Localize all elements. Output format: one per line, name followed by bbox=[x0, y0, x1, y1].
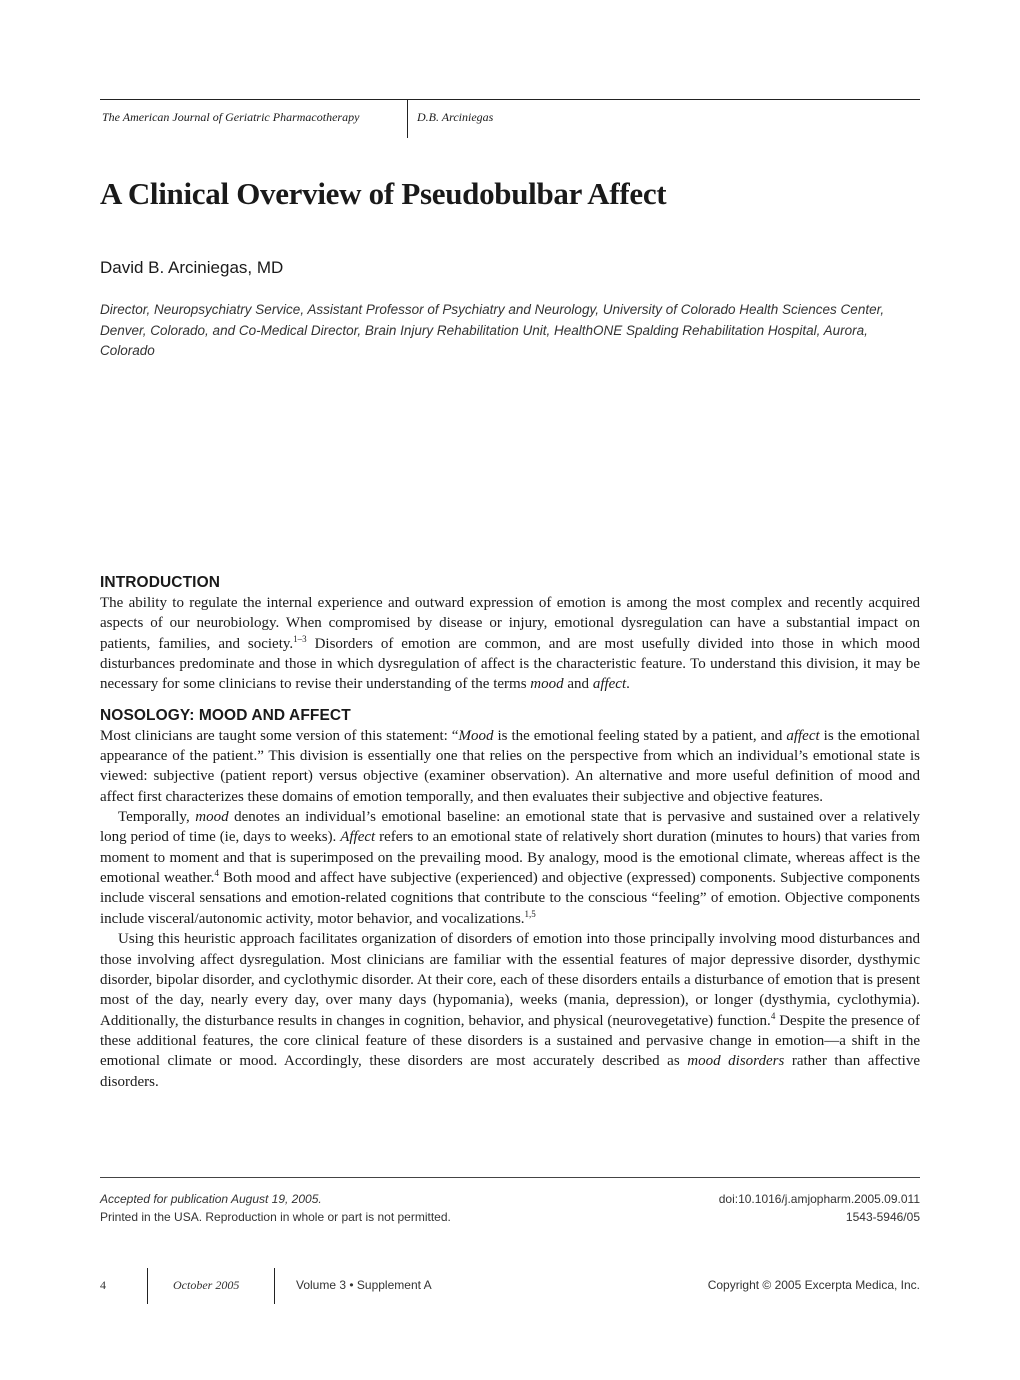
article-title: A Clinical Overview of Pseudobulbar Affect bbox=[100, 176, 667, 211]
nosology-paragraph-2: Temporally, mood denotes an individual’s emotional baseline: an emotional state that is pervasive and sustained over a relatively long period of time (ie, days to weeks). Affect refers to an emotional state of relatively short duration (minutes to hours) that varies from moment to moment and that is superimposed on the prevailing mood. By analogy, mood is the emotional climate, whereas affect is the emotional weather.$^4$ Both mood and affect have subjective (experienced) and objective (expressed) components. Subjective components include visceral sensations and emotion-related cognitions that contribute to the conscious “feeling” of emotion. Objective components include visceral/autonomic activity, motor behavior, and vocalizations.$^{1,5}$ bbox=[100, 809, 920, 927]
citation-ref: 1–3 bbox=[293, 633, 307, 644]
term-mood: mood bbox=[530, 676, 564, 693]
reproduction-notice: Printed in the USA. Reproduction in whole or part is not permitted. bbox=[100, 1210, 451, 1224]
page-number: 4 bbox=[100, 1278, 106, 1292]
nosology-paragraph-3: Using this heuristic approach facilitates organization of disorders of emotion into those principally involving mood disturbances and those involving affect dysregulation. Most clinicians are familiar with the essential features of major depressive disorder, dysthymic disorder, bipolar disorder, and cyclothymic disorder. At their core, each of these disorders entails a disturbance of emotion that is present most of the day, nearly every day, over many days (hypomania), weeks (mania, depression), or longer (dysthymia, cyclothymia). Additionally, the disturbance results in changes in cognition, behavior, and physical (neurovegetative) function.$^4$ Despite the presence of these additional features, the core clinical feature of these disorders is a sustained and pervasive change in emotion—a shift in the emotional climate or mood. Accordingly, these disorders are most accurately described as mood disorders rather than affective disorders. bbox=[100, 931, 920, 1090]
section-heading-introduction: INTRODUCTION bbox=[100, 574, 221, 591]
section-heading-nosology: NOSOLOGY: MOOD AND AFFECT bbox=[100, 706, 351, 724]
author-affiliation: Director, Neuropsychiatry Service, Assistant Professor of Psychiatry and Neurology, University of Colorado Health Sciences Center, Denver, Colorado, and Co-Medical Director, Brain Injury Rehabilitation Unit, HealthONE Spalding Rehabilitation Hospital, Aurora, Colorado bbox=[100, 302, 885, 358]
issn: 1543-5946/05 bbox=[845, 1210, 920, 1224]
copyright: Copyright © 2005 Excerpta Medica, Inc. bbox=[707, 1278, 920, 1292]
running-header-author: D.B. Arciniegas bbox=[417, 110, 494, 124]
doi: doi:10.1016/j.amjopharm.2005.09.011 bbox=[718, 1192, 920, 1206]
term-affect: affect bbox=[592, 676, 627, 693]
citation-ref: 4 bbox=[214, 868, 219, 879]
nosology-paragraph-1: Most clinicians are taught some version of this statement: “Mood is the emotional feeling stated by a patient, and affect is the emotional appearance of the patient.” This division is essentially one that relies on the perspective from which an individual’s emotional state is viewed: subjective (patient report) versus objective (examiner observation). An alternative and more useful definition of mood and affect first characterizes these domains of emotion temporally, and then evaluates their subjective and objective features. bbox=[100, 727, 920, 805]
footer-divider bbox=[147, 1268, 148, 1304]
publication-notes bbox=[100, 1190, 451, 1226]
article-identifiers bbox=[719, 1190, 920, 1226]
article-body bbox=[100, 573, 920, 1092]
citation-ref: 1,5 bbox=[524, 908, 536, 919]
footer-divider bbox=[274, 1268, 275, 1304]
footnote-rule bbox=[100, 1177, 920, 1178]
volume-info: Volume 3 • Supplement A bbox=[296, 1278, 432, 1292]
citation-ref: 4 bbox=[770, 1010, 776, 1021]
running-header-journal: The American Journal of Geriatric Pharmacotherapy bbox=[102, 110, 360, 124]
accepted-date: Accepted for publication August 19, 2005. bbox=[100, 1192, 322, 1206]
issue-date: October 2005 bbox=[173, 1278, 240, 1292]
header-divider bbox=[407, 99, 408, 138]
header-rule bbox=[100, 99, 920, 100]
article-author: David B. Arciniegas, MD bbox=[100, 258, 284, 277]
introduction-paragraph: The ability to regulate the internal experience and outward expression of emotion is among the most complex and recently acquired aspects of our neurobiology. When compromised by disease or injury, emotional dysregulation can have a substantial impact on patients, families, and society.$^{1-3}$ Disorders of emotion are common, and are most usefully divided into those in which mood disturbances predominate and those in which dysregulation of affect is the characteristic feature. To understand this division, it may be necessary for some clinicians to revise their understanding of the terms mood and affect. bbox=[100, 595, 920, 693]
